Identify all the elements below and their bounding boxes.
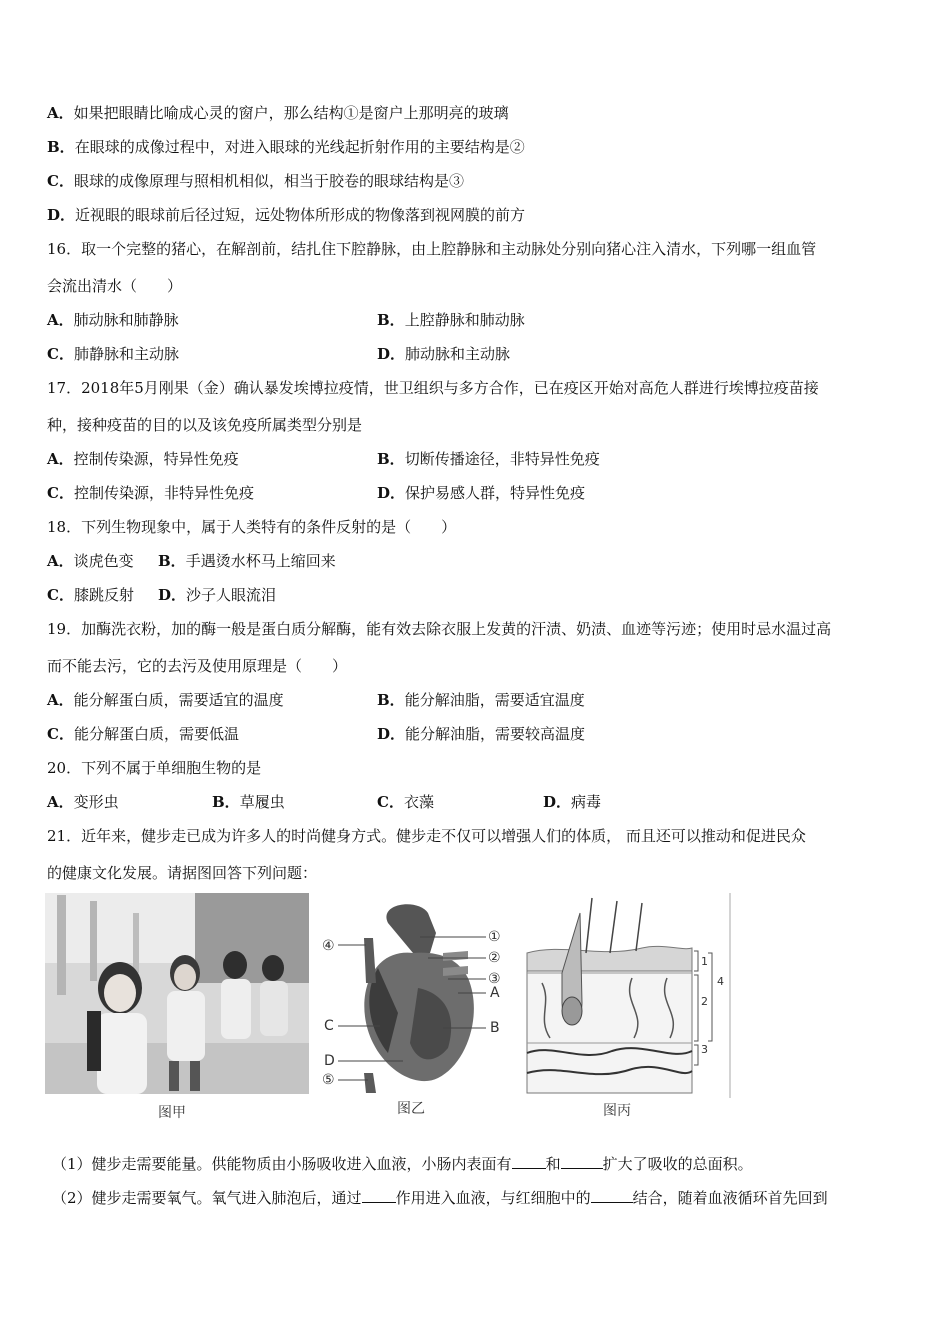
q21-stem-line1: 21．近年来，健步走已成为许多人的时尚健身方式。健步走不仅可以增强人们的体质， 而且还可以推动和促进民众 [47,827,806,845]
q16-stem-line1: 16．取一个完整的猪心，在解剖前，结扎住下腔静脉，由上腔静脉和主动脉处分别向猪心注入清水，下列哪一组血管 [47,240,817,258]
figure-bing-caption: 图丙 [603,1103,631,1119]
q18-option-c: C．膝跳反射 [47,586,134,604]
q16-option-b: B．上腔静脉和肺动脉 [377,311,525,329]
heart-label-d: D [324,1053,335,1069]
skin-label-2: 2 [701,995,708,1008]
q18-option-d: D．沙子人眼流泪 [158,586,277,604]
q20-option-a: A．变形虫 [47,793,119,811]
q15-option-d: D．近视眼的眼球前后径过短，远处物体所形成的物像落到视网膜的前方 [47,206,526,224]
figure-jia-caption: 图甲 [158,1105,186,1121]
q15-option-c: C．眼球的成像原理与照相机相似，相当于胶卷的眼球结构是③ [47,172,464,190]
q21-part1: （1）健步走需要能量。供能物质由小肠吸收进入血液，小肠内表面有 和 扩大了吸收的总面积。 [52,1155,753,1173]
heart-label-3: ③ [488,971,501,987]
skin-label-3: 3 [701,1043,708,1056]
q16-option-d: D．肺动脉和主动脉 [377,345,511,363]
walkers-photo-illustration [45,893,309,1094]
answer-blank[interactable] [561,1154,603,1169]
q20-option-d: D．病毒 [543,793,602,811]
heart-label-c: C [324,1018,334,1034]
q19-option-b: B．能分解油脂，需要适宜温度 [377,691,585,709]
q18-option-a: A．谈虎色变 [47,552,134,570]
q20-option-b: B．草履虫 [212,793,285,811]
figure-jia-photo [45,893,309,1094]
q15-option-b: B．在眼球的成像过程中，对进入眼球的光线起折射作用的主要结构是② [47,138,525,156]
answer-blank[interactable] [512,1154,546,1169]
q20-option-c: C．衣藻 [377,793,434,811]
heart-label-a: A [490,985,500,1001]
q19-option-d: D．能分解油脂，需要较高温度 [377,725,586,743]
q21-stem-line2: 的健康文化发展。请据图回答下列问题： [47,864,318,882]
q21-part2: （2）健步走需要氧气。氧气进入肺泡后，通过 作用进入血液，与红细胞中的 结合，随着血液循环首先回到 [52,1189,828,1207]
q17-option-b: B．切断传播途径，非特异性免疫 [377,450,600,468]
answer-blank[interactable] [362,1188,396,1203]
q19-option-a: A．能分解蛋白质，需要适宜的温度 [47,691,284,709]
heart-label-5: ⑤ [322,1072,335,1088]
q16-stem-line2: 会流出清水（ ） [47,277,183,295]
figure-yi-heart [318,893,508,1098]
figure-yi-caption: 图乙 [397,1101,425,1117]
q17-option-d: D．保护易感人群，特异性免疫 [377,484,586,502]
q17-option-c: C．控制传染源，非特异性免疫 [47,484,254,502]
q18-stem: 18．下列生物现象中，属于人类特有的条件反射的是（ ） [47,518,457,536]
q19-stem-line2: 而不能去污，它的去污及使用原理是（ ） [47,657,348,675]
skin-label-4: 4 [717,975,724,988]
heart-label-4: ④ [322,938,335,954]
skin-label-1: 1 [701,955,708,968]
q16-option-a: A．肺动脉和肺静脉 [47,311,179,329]
heart-diagram [318,893,508,1098]
q19-option-c: C．能分解蛋白质，需要低温 [47,725,239,743]
q20-stem: 20．下列不属于单细胞生物的是 [47,759,262,777]
heart-label-b: B [490,1020,500,1036]
q16-option-c: C．肺静脉和主动脉 [47,345,179,363]
q17-stem-line2: 种，接种疫苗的目的以及该免疫所属类型分别是 [47,416,363,434]
q17-stem-line1: 17．2018年5月刚果（金）确认暴发埃博拉疫情，世卫组织与多方合作，已在疫区开始对高危人群进行埃博拉疫苗接 [47,379,819,397]
q18-option-b: B．手遇烫水杯马上缩回来 [158,552,336,570]
q17-option-a: A．控制传染源，特异性免疫 [47,450,239,468]
heart-label-2: ② [488,950,501,966]
q15-option-a: A．如果把眼睛比喻成心灵的窗户，那么结构①是窗户上那明亮的玻璃 [47,104,509,122]
q19-stem-line1: 19．加酶洗衣粉，加的酶一般是蛋白质分解酶，能有效去除衣服上发黄的汗渍、奶渍、血迹等污迹；使用时忌水温过高 [47,620,832,638]
heart-label-1: ① [488,929,501,945]
answer-blank[interactable] [591,1188,633,1203]
